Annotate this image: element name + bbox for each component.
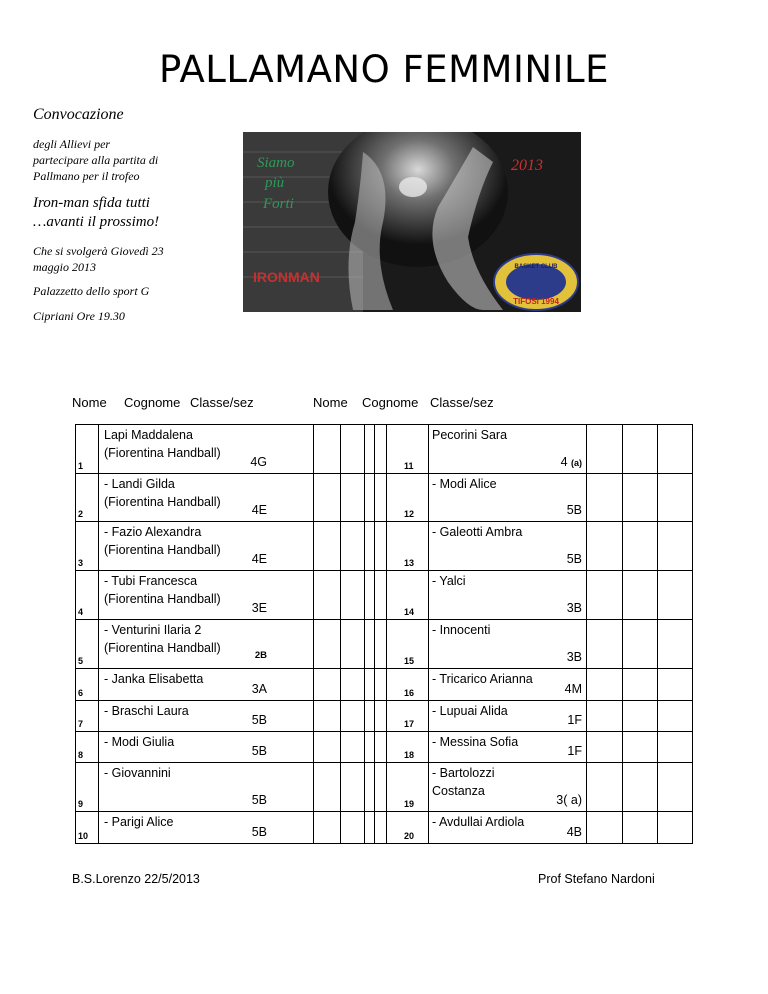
row-number: 5 [78,656,84,666]
player-name [432,813,524,831]
player-name [104,621,221,657]
player-class [567,713,582,727]
table-horizontal-rule [75,700,693,701]
table-vertical-rule [75,424,76,844]
footer-place-date: B.S.Lorenzo 22/5/2013 [72,872,200,886]
table-horizontal-rule [75,811,693,812]
table-vertical-rule [364,424,365,844]
row-number: 8 [78,750,84,760]
player-name-line: (Fiorentina Handball) [104,641,221,655]
player-name-line: - Messina Sofia [432,735,519,749]
player-class-value: 5B [251,793,267,807]
player-name [104,702,189,720]
player-name-line: - Giovannini [104,766,171,780]
player-name-line: (Fiorentina Handball) [104,592,221,606]
intro-line: degli Allievi per [33,137,111,151]
player-class-value: 3B [566,650,582,664]
player-name-line: - Modi Giulia [104,735,175,749]
table-vertical-rule [657,424,658,844]
table-horizontal-rule [75,619,693,620]
player-class-value: 2B [254,650,267,661]
row-number: 11 [404,461,414,471]
table-vertical-rule [340,424,341,844]
player-name-line: - Venturini Ilaria 2 [104,623,202,637]
player-class-value: 5B [251,744,267,758]
player-class-value: 3B [566,601,582,615]
slogan-line: Iron-man sfida tutti [33,195,150,211]
player-class [252,682,267,696]
player-class [561,455,582,469]
player-name [432,523,522,541]
table-horizontal-rule [75,668,693,669]
table-horizontal-rule [75,424,693,425]
player-class [567,503,582,517]
player-name-line: - Galeotti Ambra [432,525,523,539]
table-vertical-rule [386,424,387,844]
graffiti-word: più [265,175,285,191]
row-number: 16 [404,688,415,698]
graffiti-word: Siamo [257,155,295,171]
player-name [104,426,221,462]
footer-signature: Prof Stefano Nardoni [538,872,655,886]
date-line: Che si svolgerà Giovedì 23 [33,244,164,258]
player-name [104,670,203,688]
date-line: maggio 2013 [33,260,96,274]
player-class-value: 4E [251,552,267,566]
player-name [104,764,171,782]
year-graffiti: 2013 [511,157,543,174]
player-name [432,670,533,688]
player-class [250,455,267,469]
intro-line: partecipare alla partita di [33,153,159,167]
row-number: 17 [404,719,415,729]
player-name [432,572,466,590]
player-class-value: 3A [251,682,267,696]
player-class-value: 4B [566,825,582,839]
player-name [432,475,497,493]
player-name [104,813,173,831]
player-name-line: - Avdullai Ardiola [432,815,525,829]
page-title: PALLAMANO FEMMINILE [159,48,609,91]
player-class-value: 5B [566,552,582,566]
player-name [432,621,490,639]
row-number: 14 [404,607,415,617]
player-name [432,764,495,800]
table-vertical-rule [374,424,375,844]
table-vertical-rule [428,424,429,844]
player-name-line: - Tricarico Arianna [432,672,533,686]
player-name-line: Costanza [432,784,485,798]
row-number: 19 [404,799,415,809]
player-class-value: 3E [251,601,267,615]
intro-line: Pallmano per il trofeo [33,169,140,183]
player-name [432,733,518,751]
player-name [104,733,174,751]
player-name-line: - Modi Alice [432,477,497,491]
player-name-line: - Braschi Laura [104,704,189,718]
player-class [567,744,582,758]
header-cognome-right: Cognome [362,395,419,410]
player-name-line: - Yalci [432,574,466,588]
row-number: 6 [78,688,84,698]
row-number: 10 [78,831,89,841]
player-name-line: (Fiorentina Handball) [104,495,221,509]
row-number: 3 [78,558,84,568]
signature-text: IRONMAN [253,269,320,285]
player-class [252,713,267,727]
player-class-value: 5B [251,825,267,839]
player-class-value: 4E [251,503,267,517]
player-name-line: (Fiorentina Handball) [104,543,221,557]
row-number: 20 [404,831,415,841]
slogan-line: …avanti il prossimo! [33,214,160,230]
table-vertical-rule [586,424,587,844]
table-horizontal-rule [75,731,693,732]
player-name [432,426,507,444]
row-number: 13 [404,558,415,568]
table-horizontal-rule [75,473,693,474]
place-text: Palazzetto dello sport G [33,284,150,298]
row-number: 15 [404,656,415,666]
player-class [567,601,582,615]
player-class [556,793,582,807]
player-name-line: - Landi Gilda [104,477,175,491]
player-class-value: 3( a) [556,793,582,807]
header-nome-right: Nome [313,395,348,410]
header-nome-left: Nome [72,395,107,410]
badge-bottom-text: TIFOSI 1994 [513,297,559,306]
header-cognome-left: Cognome [124,395,181,410]
player-name-line: - Lupuai Alida [432,704,508,718]
player-name [432,702,508,720]
player-class [567,650,582,664]
table-horizontal-rule [75,570,693,571]
table-horizontal-rule [75,762,693,763]
row-number: 9 [78,799,84,809]
row-number: 12 [404,509,415,519]
player-class-value: 1F [567,744,582,758]
header-classe-right: Classe/sez [430,395,494,410]
convocazione-heading: Convocazione [33,106,124,123]
player-class [252,503,267,517]
row-number: 7 [78,719,84,729]
row-number: 4 [78,607,84,617]
player-class-value: 4 [560,455,568,469]
player-name-line: - Tubi Francesca [104,574,198,588]
table-vertical-rule [98,424,99,844]
player-class-value: 4M [564,682,582,696]
player-class-value: 4G [250,455,267,469]
player-class [252,552,267,566]
badge-top-text: BASKET CLUB [514,264,558,270]
time-text: Cipriani Ore 19.30 [33,309,125,323]
table-horizontal-rule [75,843,693,844]
row-number: 18 [404,750,415,760]
player-class [255,650,267,661]
player-class [252,744,267,758]
row-number: 2 [78,509,84,519]
player-class [252,793,267,807]
table-vertical-rule [313,424,314,844]
player-class-value: 5B [566,503,582,517]
player-name-line: - Fazio Alexandra [104,525,202,539]
table-vertical-rule [622,424,623,844]
header-classe-left: Classe/sez [190,395,254,410]
player-class-value: 5B [251,713,267,727]
player-name-line: - Parigi Alice [104,815,174,829]
player-name [104,475,221,511]
player-class-value: 1F [567,713,582,727]
player-class [565,682,582,696]
player-name [104,572,221,608]
row-number: 1 [78,461,84,471]
player-name-line: Lapi Maddalena [104,428,193,442]
graffiti-word: Forti [263,196,294,212]
player-class [252,601,267,615]
player-name-line: (Fiorentina Handball) [104,446,221,460]
player-class-note: (a) [571,458,582,468]
player-class [567,552,582,566]
table-horizontal-rule [75,521,693,522]
player-class [252,825,267,839]
player-name-line: - Janka Elisabetta [104,672,204,686]
player-name-line: - Innocenti [432,623,491,637]
table-vertical-rule [692,424,693,844]
player-class [567,825,582,839]
player-name [104,523,221,559]
player-name-line: - Bartolozzi [432,766,495,780]
player-name-line: Pecorini Sara [432,428,508,442]
